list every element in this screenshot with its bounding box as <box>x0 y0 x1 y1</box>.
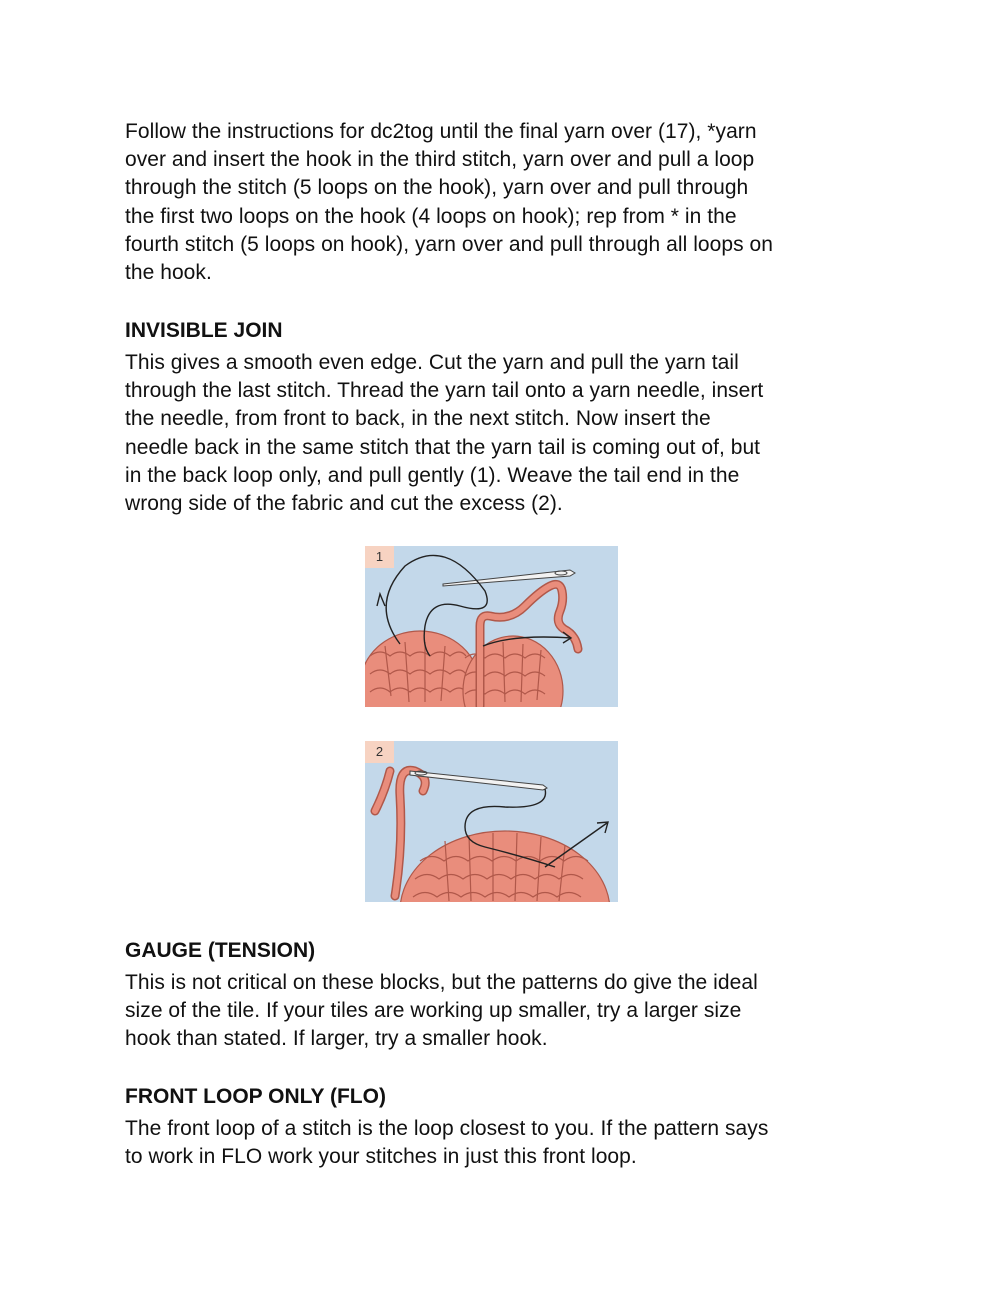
gauge-section <box>125 937 885 1054</box>
front-loop-heading: FRONT LOOP ONLY (FLO) <box>125 1085 386 1108</box>
invisible-join-paragraph: This gives a smooth even edge. Cut the yarn and pull the yarn tail through the last stitch. Thread the yarn tail onto a yarn needle, insert the needle, from front to back, in the next stitch. Now insert the needle back in the same stitch that the yarn tail is coming out of, but in the back loop only, and pull gently (1). Weave the tail end in the wrong side of the fabric and cut the excess (2). <box>125 351 764 516</box>
figure-2-illustration <box>365 741 618 902</box>
intro-paragraph: Follow the instructions for dc2tog until the final yarn over (17), *yarn over and insert the hook in the third stitch, yarn over and pull a loop through the stitch (5 loops on the hook), yarn over and pull through the first two loops on the hook (4 loops on hook); rep from * in the fourth stitch (5 loops on hook), yarn over and pull through all loops on the hook. <box>125 120 773 285</box>
gauge-heading: GAUGE (TENSION) <box>125 939 316 962</box>
gauge-paragraph: This is not critical on these blocks, but the patterns do give the ideal size of the tile. If your tiles are working up smaller, try a larger size hook than stated. If larger, try a smaller hook. <box>125 971 758 1051</box>
invisible-join-step-1-drawing <box>365 546 618 707</box>
figure-1-label: 1 <box>365 546 394 568</box>
invisible-join-step-2-drawing <box>365 741 618 902</box>
invisible-join-section <box>125 317 885 518</box>
invisible-join-heading: INVISIBLE JOIN <box>125 319 283 342</box>
crochet-fabric <box>400 831 610 902</box>
yarn-needle <box>410 771 547 790</box>
figure-2-label: 2 <box>365 741 394 763</box>
figure-1-illustration <box>365 546 618 707</box>
page-content <box>125 118 885 287</box>
front-loop-section <box>125 1083 885 1171</box>
front-loop-paragraph: The front loop of a stitch is the loop closest to you. If the pattern says to work in FLO work your stitches in just this front loop. <box>125 1117 769 1169</box>
